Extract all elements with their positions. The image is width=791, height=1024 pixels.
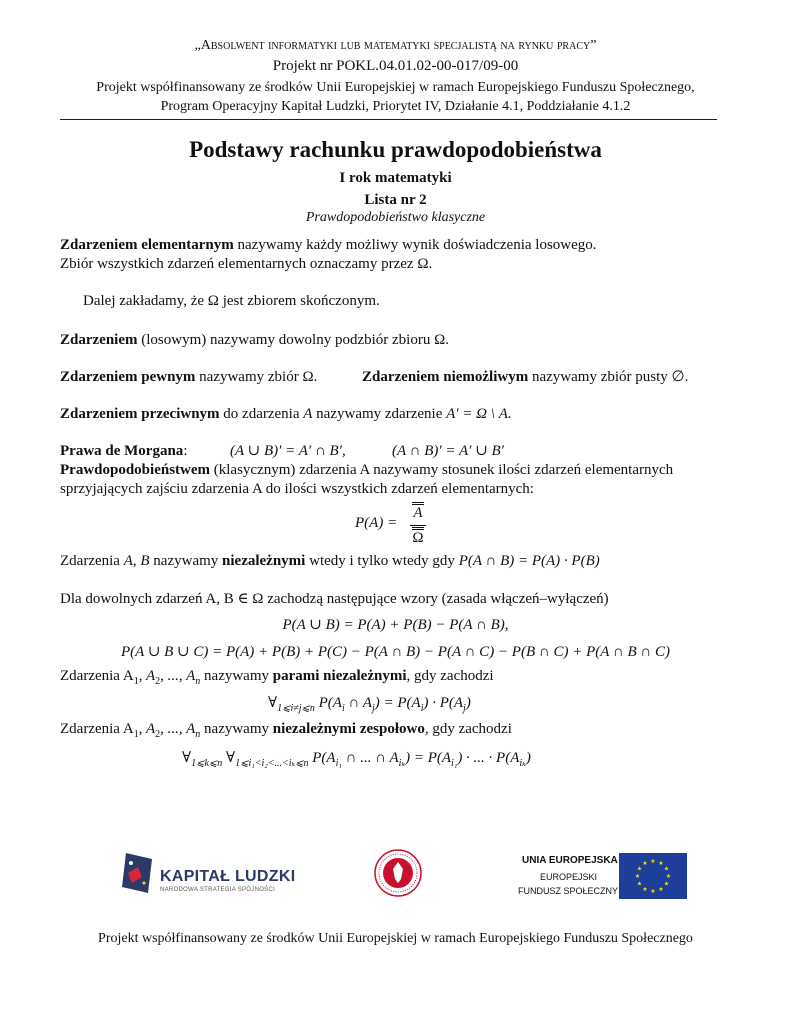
forall-symbol: ∀ <box>268 695 278 711</box>
pairwise-formula: $\forall_{1⩽i\ne j⩽n}$ $P(A_i$ ∩ $A_j) = P(A_i) \cdot P(A_j)$ <box>268 695 471 714</box>
svg-text:★: ★ <box>636 880 643 888</box>
pairwise-quantifier-range: 1⩽i≠j⩽n <box>277 703 315 714</box>
header-project-name <box>0 38 791 54</box>
svg-text:★: ★ <box>658 886 664 893</box>
svg-text:★: ★ <box>658 860 664 867</box>
svg-text:★: ★ <box>642 860 648 867</box>
prob-formula-numerator <box>410 502 426 522</box>
term-de-morgan: Prawa de Morgana <box>60 443 184 459</box>
def-impossible-event <box>362 368 688 387</box>
de-morgan-formula-2: (A ∩ B)′ = A′ ∪ B′ <box>392 443 504 459</box>
mutual-formula: $\forall_{1⩽k⩽n}$ $\forall_{1⩽i_1<i_2<...<i_k⩽n}$ $P(A_{i_1}$ ∩ ... ∩ $A_{i_k}) = P(A_{i_1})$ · ... · $P(A_{i_k})$ <box>182 750 531 769</box>
colon: : <box>183 443 188 459</box>
numerator-a: A <box>413 505 423 521</box>
project-name-text: Absolwent informatyki lub matematyki specjalistą na rynku pracy <box>200 38 591 53</box>
footer-cofinanced: Projekt współfinansowany ze środków Unii Europejskiej w ramach Europejskiego Funduszu Społecznego <box>98 931 693 946</box>
def-text: wtedy i tylko wtedy gdy <box>305 553 459 569</box>
def-text: Zdarzenia A <box>60 668 134 684</box>
quantifier-k-range: 1⩽k⩽n <box>191 758 223 769</box>
svg-text:★: ★ <box>634 873 641 880</box>
university-seal-icon <box>374 849 422 897</box>
header-project-number: Projekt nr POKL.04.01.02-00-017/09-00 <box>272 58 519 74</box>
independence-formula: P(A ∩ B) = P(A) · P(B) <box>458 553 600 569</box>
svg-text:★: ★ <box>650 858 656 865</box>
term-impossible-event: Zdarzeniem niemożliwym <box>362 369 529 385</box>
term-elementary-event: Zdarzeniem elementarnym <box>60 237 234 253</box>
vars-a-b: A, B <box>123 553 150 569</box>
def-text: do zdarzenia <box>219 406 304 422</box>
header-program-line: Program Operacyjny Kapitał Ludzki, Priorytet IV, Działanie 4.1, Poddziałanie 4.1.2 <box>160 99 631 114</box>
inclusion-exclusion-intro: Dla dowolnych zdarzeń A, B ∈ Ω zachodzą następujące wzory (zasada włączeń–wyłączeń) <box>60 591 609 607</box>
prob-formula-denominator <box>410 526 426 547</box>
def-text: , gdy zachodzi <box>406 668 494 684</box>
svg-text:★: ★ <box>642 886 648 893</box>
header-divider <box>60 119 717 120</box>
term-independent: niezależnymi <box>222 553 306 569</box>
def-text: nazywamy zbiór pusty ∅. <box>528 369 689 385</box>
assumption-finite: Dalej zakładamy, że Ω jest zbiorem skończonym. <box>83 293 380 309</box>
inclusion-exclusion-two: P(A ∪ B) = P(A) + P(B) − P(A ∩ B), <box>282 617 509 633</box>
eu-title: UNIA EUROPEJSKA <box>522 855 618 866</box>
quantifier-i-range: 1⩽i₁<i₂<...<iₖ⩽n <box>235 758 309 769</box>
inclusion-exclusion-three: P(A ∪ B ∪ C) = P(A) + P(B) + P(C) − P(A ∩ B) − P(A ∩ C) − P(B ∩ C) + P(A ∩ B ∩ C) <box>121 644 670 660</box>
eu-subtitle-1: EUROPEJSKI <box>540 872 598 882</box>
def-text: nazywamy każdy możliwy wynik doświadczenia losowego. <box>233 237 597 253</box>
var-a: A <box>303 406 313 422</box>
def-certain-event <box>60 368 317 387</box>
svg-text:★: ★ <box>650 888 656 895</box>
def-text: nazywamy <box>200 721 273 737</box>
svg-text:★: ★ <box>636 865 643 873</box>
term-certain-event: Zdarzeniem pewnym <box>60 369 196 385</box>
document-year: I rok matematyki <box>339 170 452 186</box>
def-text: , gdy zachodzi <box>424 721 512 737</box>
header-cofinanced-line: Projekt współfinansowany ze środków Unii Europejskiej w ramach Europejskiego Funduszu Społecznego, <box>96 80 695 95</box>
svg-text:★: ★ <box>663 880 670 888</box>
def-text: (klasycznym) zdarzenia A nazywamy stosunek ilości zdarzeń elementarnych <box>210 462 674 478</box>
svg-text:★: ★ <box>663 865 670 873</box>
quote-close: ” <box>590 38 597 53</box>
def-mutually-independent: Zdarzenia $A_1$, $A_2$, ..., $A_n$ nazywamy niezależnymi zespołowo, gdy zachodzi <box>60 721 512 740</box>
def-text: nazywamy <box>200 668 273 684</box>
term-probability: Prawdopodobieństwem <box>60 462 211 478</box>
term-pairwise-independent: parami niezależnymi <box>272 668 407 684</box>
def-text: nazywamy zbiór Ω. <box>195 369 318 385</box>
def-text: Zdarzenia A <box>60 721 134 737</box>
def-text-line2: sprzyjających zajściu zdarzenia A do ilości wszystkich zdarzeń elementarnych: <box>60 481 534 497</box>
quote-open: „ <box>194 38 201 53</box>
svg-text:★: ★ <box>665 873 672 880</box>
eu-subtitle-2: FUNDUSZ SPOŁECZNY <box>518 886 619 896</box>
prob-formula-lhs: P(A) = <box>355 515 398 531</box>
document-list-number: Lista nr 2 <box>364 192 427 208</box>
def-text: nazywamy zdarzenie <box>312 406 447 422</box>
document-title: Podstawy rachunku prawdopodobieństwa <box>189 137 602 162</box>
kapital-ludzki-logo-icon <box>122 853 156 895</box>
term-complement-event: Zdarzeniem przeciwnym <box>60 406 220 422</box>
eu-flag-icon <box>619 853 687 899</box>
def-event <box>60 331 449 350</box>
def-omega-text: Zbiór wszystkich zdarzeń elementarnych oznaczamy przez Ω. <box>60 256 433 272</box>
def-pairwise-independent: Zdarzenia $A_1$, $A_2$, ..., $A_n$ nazywamy parami niezależnymi, gdy zachodzi <box>60 668 494 687</box>
de-morgan-laws <box>60 442 187 461</box>
denominator-omega: Ω <box>412 530 424 546</box>
kapital-ludzki-title: KAPITAŁ LUDZKI <box>160 868 296 885</box>
def-text: Zdarzenia <box>60 553 124 569</box>
def-elementary-event <box>60 236 740 274</box>
term-mutually-independent: niezależnymi zespołowo <box>272 721 425 737</box>
term-event: Zdarzeniem <box>60 332 138 348</box>
document-subtitle: Prawdopodobieństwo klasyczne <box>305 210 486 225</box>
def-complement-event <box>60 405 512 424</box>
def-text: nazywamy <box>149 553 223 569</box>
def-independent-events <box>60 552 600 571</box>
def-text: (losowym) nazywamy dowolny podzbiór zbioru Ω. <box>137 332 449 348</box>
complement-formula: A′ = Ω \ A. <box>446 406 512 422</box>
de-morgan-formula-1: (A ∪ B)′ = A′ ∩ B′, <box>230 443 346 459</box>
kapital-ludzki-subtitle: NARODOWA STRATEGIA SPÓJNOŚCI <box>160 887 276 893</box>
def-classical-probability <box>60 461 750 499</box>
